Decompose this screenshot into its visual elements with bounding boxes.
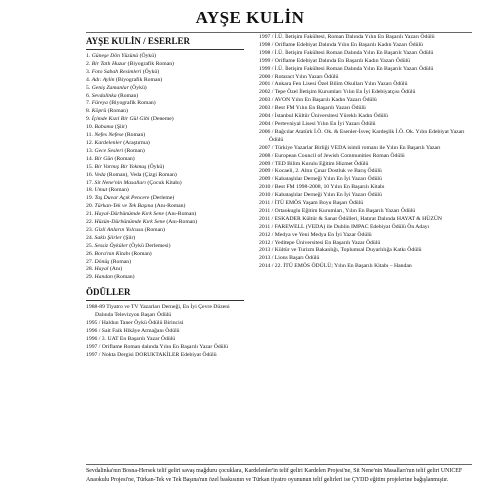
work-number: 25. (86, 242, 94, 249)
work-genre: (Anı-Roman) (154, 203, 186, 210)
work-item (86, 227, 246, 235)
award-item: 2012 / Yeditepe Üniversitesi En Başarılı Yazar Ödülü (259, 239, 381, 246)
work-title: Sessiz Öyküler (94, 242, 128, 249)
work-title: Taş Duvar Açık Pencere (94, 195, 150, 202)
award-item: 2003 / Best FM Yılın En Başarılı Yazarı Ödülü (259, 105, 366, 112)
work-number: 23. (86, 226, 94, 233)
works-heading: AYŞE KULİN / ESERLER (86, 36, 190, 46)
work-number: 21. (86, 211, 94, 218)
work-genre: (Öykü) (142, 68, 160, 75)
award-item: 1999 / Oriflame Edebiyat Dalında En Başarılı Kadın Yazarı Ödülü (259, 57, 410, 64)
work-number: 9. (86, 116, 91, 123)
award-item: 2011 / ESKADER Kültür & Sanat Ödülleri, Hatırat Dalında HAYAT & HÜZÜN (259, 215, 443, 222)
award-item: 2004 / Pertevniyal Lisesi Yılın En İyi Yazarı Ödülü (259, 120, 376, 127)
work-number: 8. (86, 108, 91, 115)
work-genre: (Roman) (107, 108, 128, 115)
work-genre: (Roman), Veda (Çizgi Roman) (107, 171, 177, 178)
award-item: 1996 / Sait Faik Hikâye Armağanı Ödülü (86, 328, 180, 334)
work-title: Babama (94, 124, 114, 131)
work-genre: (Roman) (118, 92, 139, 99)
footer-note: Sevdalinka'nın Bosna-Hersek telif geliri savaş mağduru çocuklara, Kardelenler'in telif geliri Kardelen Projesi'ne, Sit Nene'nin Masalları'nın telif geliri UNICEF Anaokulu Projesi'ne, Türkan-Tek ve Tek Başına'nın özel baskısının ve Türkan tiyatro oyununun telif gelirleri ise ÇYDD eğitim projelerine bağışlanmıştır. (86, 468, 463, 483)
work-number: 12. (86, 139, 94, 146)
work-item (86, 61, 246, 69)
work-number: 7. (86, 100, 91, 107)
work-number: 11. (86, 132, 93, 139)
work-genre: (Çocuk Kitabı) (147, 179, 182, 186)
award-item: 2003 / AVON Yılın En Başarılı Kadın Yazarı Ödülü (259, 97, 377, 104)
award-item: 2009 / Kocaeli, 2. Altın Çınar Dostluk ve Barış Ödülü (259, 168, 382, 175)
work-number: 19. (86, 195, 94, 202)
work-item (86, 164, 246, 172)
work-title: Geniş Zamanlar (91, 84, 129, 91)
work-item (86, 251, 246, 259)
work-genre: (Araştırma) (123, 139, 150, 146)
work-item (86, 219, 246, 227)
work-item (86, 124, 246, 132)
work-genre: (Roman) (108, 187, 129, 194)
work-title: Dönüş (94, 258, 110, 265)
award-item: 1997 / Nokta Dergisi DORUKTAKİLER Edebiyat Ödülü (86, 351, 217, 358)
work-number: 6. (86, 92, 91, 99)
award-item: 1997 / İ.Ü. İletişim Fakültesi, Roman Dalında Yılın En Başarılı Yazarı Ödülü (259, 34, 435, 40)
award-item: 1999 / İ.Ü. İletişim Fakültesi Roman Dalında Yılın En Başarılı Yazarı Ödülü (259, 65, 434, 72)
work-number: 15. (86, 163, 94, 170)
awards-list-left (86, 304, 246, 359)
award-item: 2002 / Tepe Özel İletişim Kurumları Yılın En İyi Edebiyatçısı Ödülü (259, 89, 416, 96)
work-title: Handan (94, 274, 113, 281)
awards-heading-rule (86, 300, 244, 301)
award-item: 2000 / Rotaract Yılın Yazarı Ödülü (259, 73, 339, 80)
work-number: 22. (86, 219, 94, 226)
work-number: 13. (86, 147, 94, 154)
work-item (86, 116, 246, 124)
works-list (86, 53, 246, 282)
work-item (86, 172, 246, 180)
work-number: 29. (86, 274, 94, 281)
work-item (86, 140, 246, 148)
work-number: 3. (86, 68, 91, 75)
work-title: Umut (94, 187, 108, 194)
work-number: 24. (86, 234, 94, 241)
work-number: 20. (86, 203, 94, 210)
award-item: 2013 / Kültür ve Turizm Bakanlığı, Toplumsal Duyarlılığa Katkı Ödülü (259, 247, 422, 254)
work-item (86, 243, 246, 251)
work-title: Adı: Aylin (91, 76, 115, 83)
work-title: Hüzün-Dürbünümde Kırk Sene (94, 219, 165, 226)
page-title: AYŞE KULİN (195, 8, 305, 27)
work-genre: (Roman) (124, 147, 145, 154)
work-number: 14. (86, 155, 94, 162)
work-number: 16. (86, 171, 94, 178)
work-number: 4. (86, 76, 91, 83)
work-item (86, 211, 246, 219)
award-item: 1988-89 Tiyatro ve TV Yazarları Derneği, En İyi Çevre Düzeni Dalında Televizyon Başarı Ödülü (86, 304, 230, 319)
bottom-rule (86, 464, 472, 465)
work-item (86, 156, 246, 164)
award-item: 2004 / İstanbul Kültür Üniversitesi Yüreklı Kadın Ödülü (259, 113, 388, 120)
award-item: 1997 / Oriflame Roman dalında Yılın En Başarılı Yazar Ödülü (86, 343, 228, 350)
work-item (86, 132, 246, 140)
work-title: Gizli Anların Yolcusu (94, 226, 144, 233)
work-genre: (Öykü Derlemesi) (129, 242, 171, 249)
work-genre: (Biyografik Roman) (115, 76, 163, 83)
work-title: Bir Tatlı Huzur (91, 60, 127, 67)
work-title: Füreya (91, 100, 108, 107)
work-number: 18. (86, 187, 94, 194)
work-title: Köprü (91, 108, 107, 115)
work-genre: (Roman) (144, 226, 165, 233)
left-column (86, 34, 246, 360)
work-number: 2. (86, 60, 91, 67)
awards-heading: ÖDÜLLER (86, 287, 131, 298)
work-number: 5. (86, 84, 91, 91)
award-item: 2011 / İTÜ EMÖS Yaşam Boyu Başarı Ödülü (259, 200, 364, 207)
award-item: 2011 / FAREWELL (VEDA) ile Dublin IMPAC Edebiyat Ödülü Ön Adayı (259, 223, 430, 230)
award-item: 2012 / Medya ve Yeni Medya En İyi Yazar Ödülü (259, 231, 372, 238)
award-item: 2008 / European Council of Jewish Communities Roman Ödülü (259, 152, 405, 159)
work-item (86, 148, 246, 156)
work-genre: (Biyografik Roman) (109, 100, 156, 107)
work-genre: (Deneme) (150, 116, 174, 123)
work-number: 26. (86, 250, 94, 257)
work-item (86, 53, 246, 61)
award-item: 2006 / Bağcılar Atatürk İ.Ö. Ok. & Esenler-İsveç Kardeşlik İ.Ö. Ok. Yılın Edebiyat Yazarı Ödülü (259, 128, 465, 143)
work-genre: (Şiir) (123, 234, 136, 241)
award-item: 2011 / Ortaokuglu Eğitim Kurumları, Yılın En Başarılı Yazarı Ödülü (259, 207, 416, 214)
work-item (86, 274, 246, 282)
work-item (86, 77, 246, 85)
work-genre: (Roman) (131, 250, 152, 257)
work-title: Hayal (94, 266, 109, 273)
work-title: Bir Gün (94, 155, 114, 162)
work-genre: (Öykü) (130, 84, 147, 91)
work-title: İçimde Kızıl Bir Gül Gibi (91, 116, 150, 123)
awards-list-right (259, 34, 471, 271)
work-item (86, 69, 246, 77)
work-title: Türkan-Tek ve Tek Başına (94, 203, 154, 210)
work-title: Nefes Nefese (94, 132, 124, 139)
work-title: Sevdalinka (91, 92, 117, 99)
award-item: 1995 / Haldun Taner Öykü Ödülü Birincisi (86, 320, 184, 327)
work-item (86, 235, 246, 243)
award-item: 2014 / 22. İTÜ EMÖS ÖDÜLÜ; Yılın En Başarılı Kitabı – Handan (259, 263, 412, 270)
work-item (86, 85, 246, 93)
work-genre: (Anı-Roman) (166, 219, 198, 226)
work-item (86, 203, 246, 211)
work-genre: (Roman) (124, 132, 146, 139)
award-item: 2010 / Best FM 1998-2008, 10 Yılın En Başarılı Kitabı (259, 184, 385, 191)
work-number: 28. (86, 266, 94, 273)
work-title: Gece Sesleri (94, 147, 124, 154)
award-item: 1998 / İ.Ü. İletişim Fakültesi Roman Dalında Yılın En Başarılı Yazarı Ödülü (259, 49, 434, 56)
award-item: 2007 / Türkiye Yazarlar Birliği VEDA isimli romanı ile Yılın En Başarılı Yazarı (259, 144, 441, 151)
work-title: Sit Nene'nin Masalları (94, 179, 146, 186)
award-item: 2009 / TED Bilim Kurulu Eğitim Hizmet Ödülü (259, 160, 369, 167)
award-item: 2001 / Ankara Fen Lisesi Özel Bilim Okulları Yılın Yazarı Ödülü (259, 81, 408, 88)
work-genre: (Derleme) (150, 195, 175, 202)
work-number: 10. (86, 124, 94, 131)
work-title: Hayal-Dürbünümde Kırk Sene (94, 211, 165, 218)
work-title: Kardelenler (94, 139, 122, 146)
work-title: Güneşe Dön Yüzünü (91, 53, 139, 59)
award-item: 1996 / 3. UAT En Başarılı Yazar Ödülü (86, 335, 176, 342)
work-genre: (Öykü) (147, 163, 165, 170)
work-genre: (Anı) (109, 266, 123, 273)
award-item: 2013 / Lions Başarı Ödülü (259, 255, 320, 262)
work-title: Bora'nın Kitabı (94, 250, 131, 257)
work-genre: (Roman) (110, 258, 132, 265)
work-title: Veda (94, 171, 106, 178)
award-item: 1998 / Oriflame Edebiyat Dalında Yılın En Başarılı Kadın Yazarı Ödülü (259, 41, 423, 48)
top-rule (86, 32, 472, 33)
work-title: Saklı Şiirler (94, 234, 122, 241)
work-number: 1. (86, 53, 91, 59)
work-genre: (Roman) (114, 155, 135, 162)
work-title: Bir Varmış Bir Yokmuş (94, 163, 147, 170)
work-genre: (Roman) (114, 274, 135, 281)
work-genre: (Şiir) (114, 124, 127, 131)
work-number: 17. (86, 179, 94, 186)
work-title: Foto Sabah Resimleri (91, 68, 142, 75)
award-item: 2010 / Kabataşlılar Derneği Yılın En İyi Yazarı Ödülü (259, 192, 382, 199)
work-genre: (Biyografik Roman) (127, 60, 174, 67)
work-genre: (Anı-Roman) (165, 211, 197, 218)
work-genre: (Öykü) (139, 53, 156, 59)
right-column (259, 34, 471, 271)
works-heading-rule (86, 49, 244, 50)
award-item: 2009 / Kabataşlılar Derneği Yılın En İyi Yazarı Ödülü (259, 176, 382, 183)
work-number: 27. (86, 258, 94, 265)
